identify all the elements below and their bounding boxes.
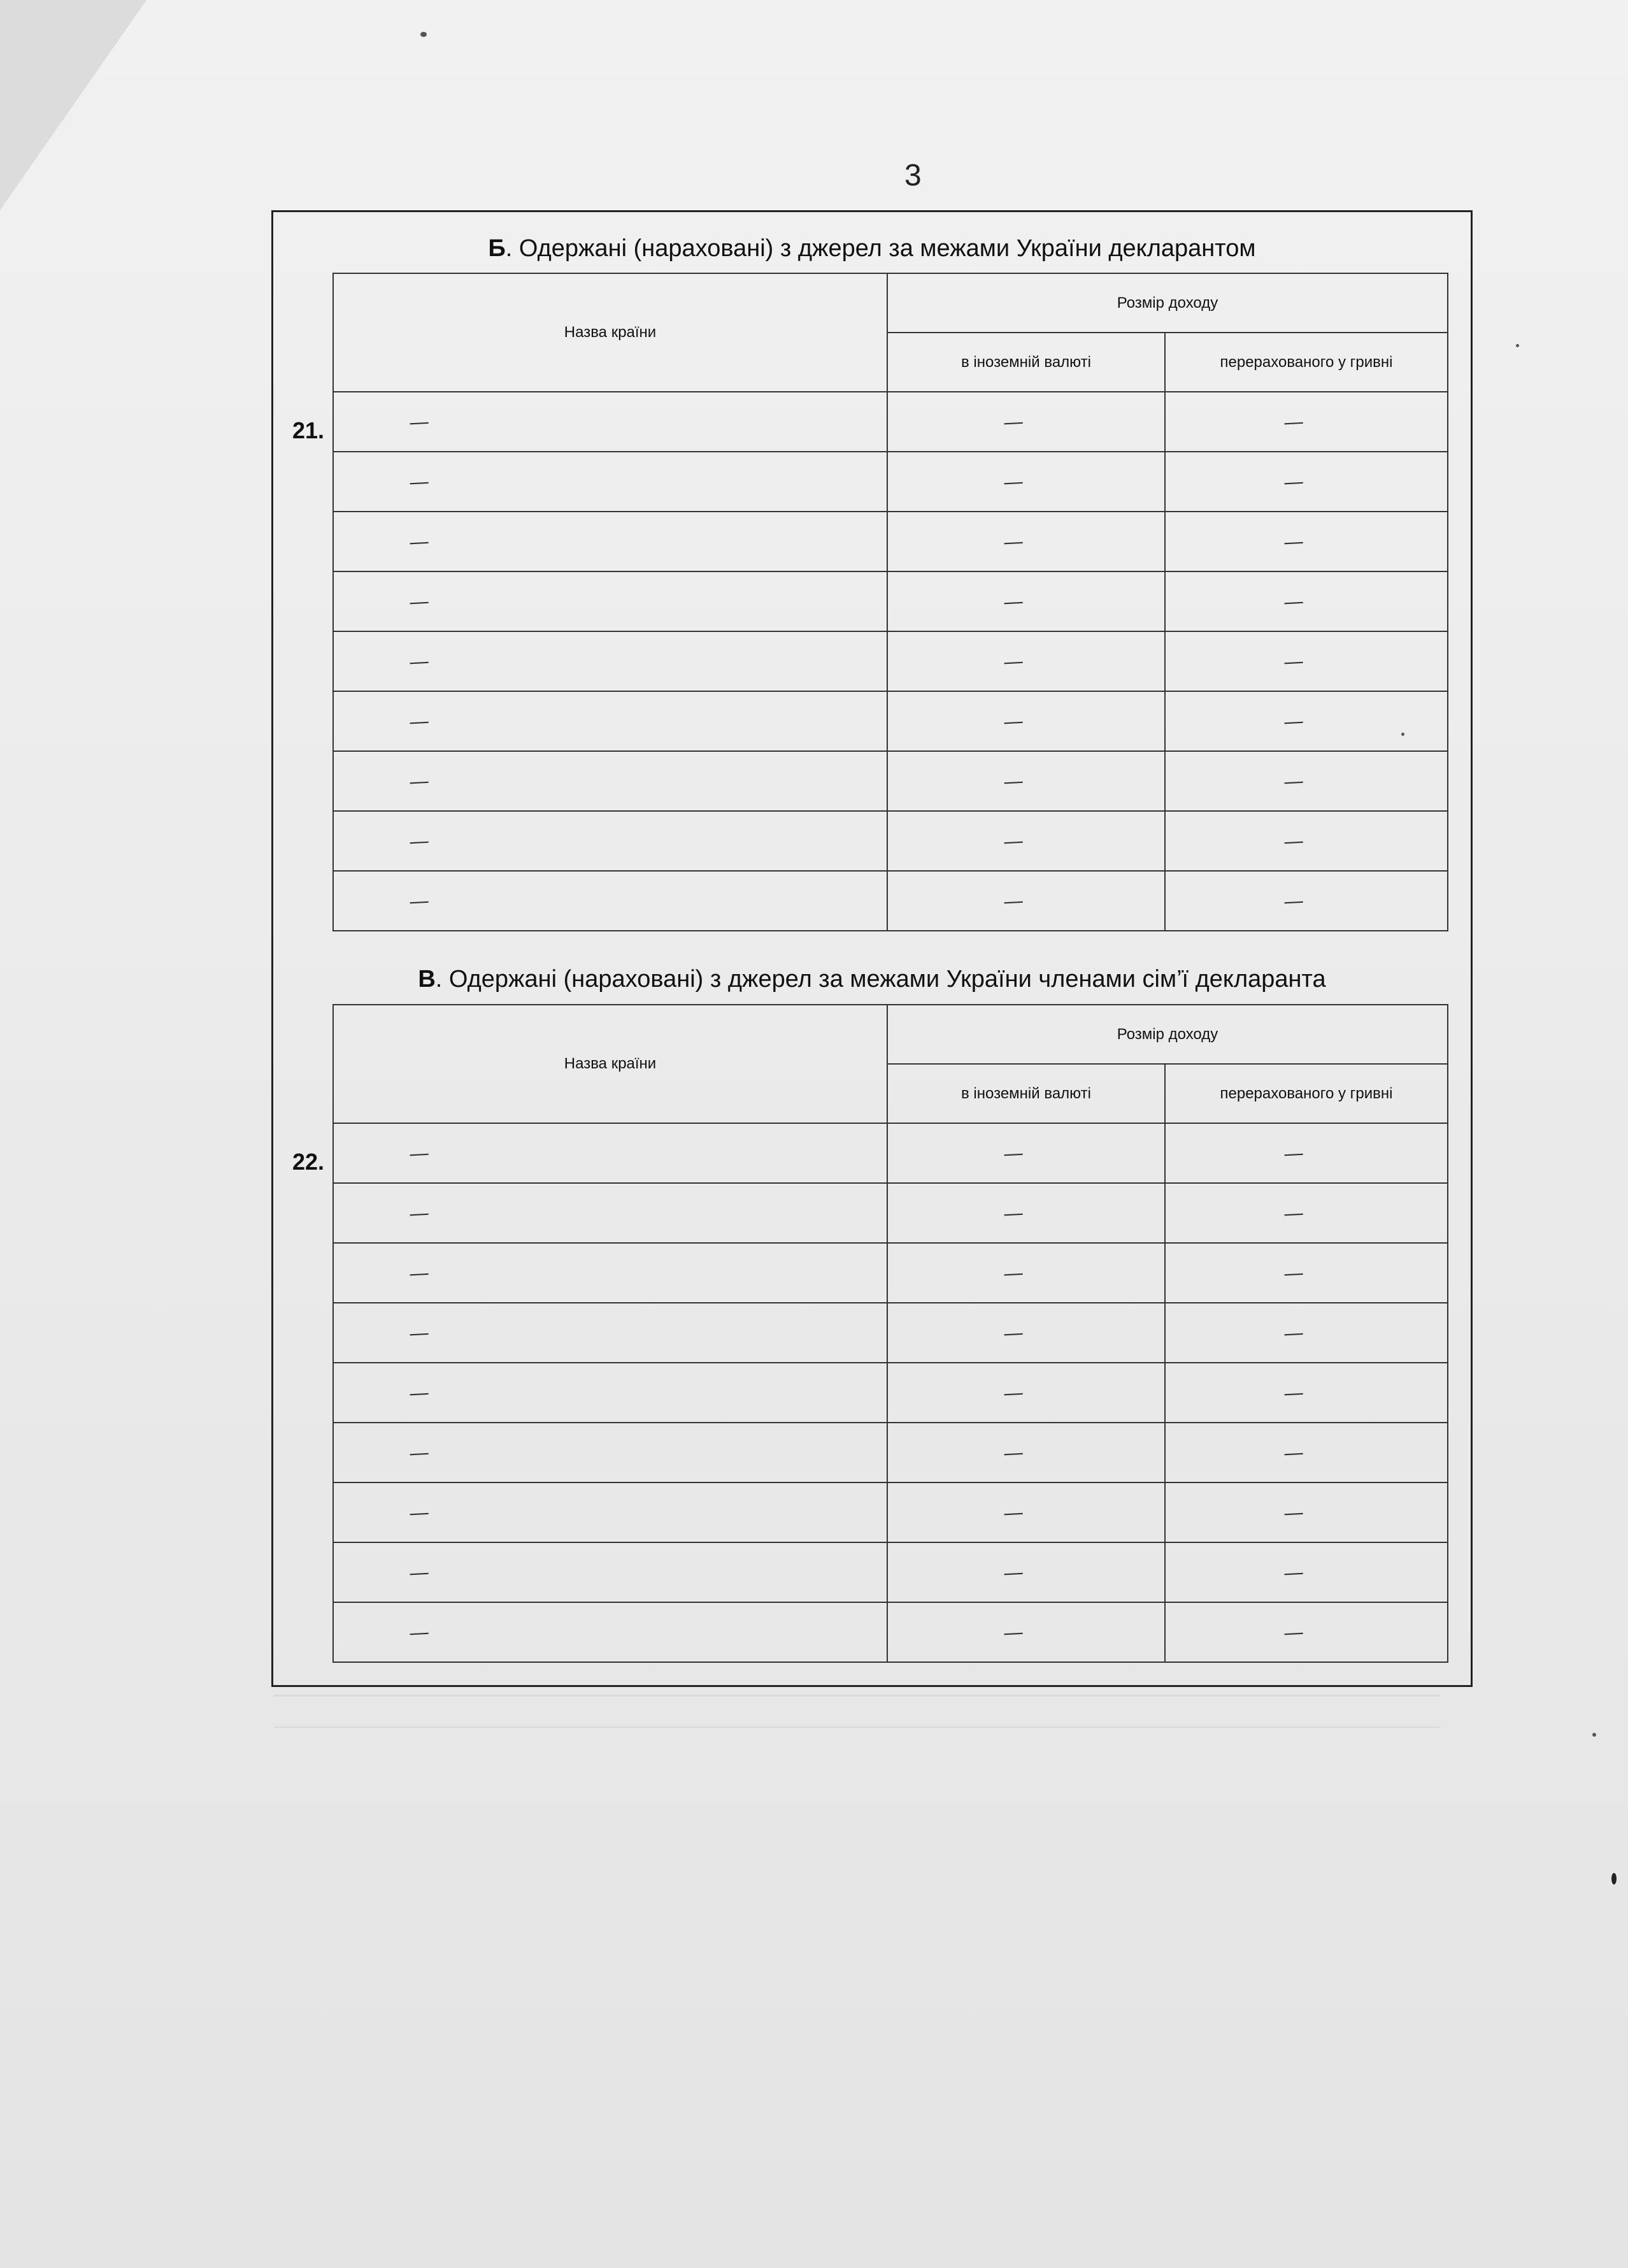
country-cell: —: [408, 529, 430, 554]
foreign-cell: —: [1003, 1320, 1024, 1346]
foreign-cell: —: [1003, 1260, 1024, 1286]
country-cell: —: [408, 1320, 430, 1346]
country-header: Назва країни: [333, 1005, 887, 1123]
scan-speck: [1401, 733, 1404, 736]
table-row: [333, 1482, 1448, 1542]
bleed-through-line: [274, 1726, 1439, 1728]
foreign-currency-header: в іноземній валюті: [887, 1064, 1165, 1123]
scan-speck: [1592, 1733, 1596, 1737]
table-row: [333, 691, 1448, 751]
country-cell: —: [408, 1500, 430, 1525]
foreign-cell: —: [1003, 469, 1024, 494]
foreign-cell: —: [1003, 1500, 1024, 1525]
uah-cell: —: [1283, 529, 1304, 554]
foreign-cell: —: [1003, 768, 1024, 794]
foreign-cell: —: [1003, 888, 1024, 914]
uah-cell: —: [1283, 828, 1304, 854]
foreign-cell: —: [1003, 1560, 1024, 1585]
country-cell: —: [408, 409, 430, 434]
uah-cell: —: [1283, 649, 1304, 674]
table-row: [333, 1602, 1448, 1662]
uah-cell: —: [1283, 1500, 1304, 1525]
table-row: [333, 1243, 1448, 1303]
section-b-title: [273, 235, 1471, 262]
country-cell: —: [408, 1260, 430, 1286]
section-v-title: [273, 966, 1471, 993]
country-cell: —: [408, 1380, 430, 1405]
table-row: [333, 631, 1448, 691]
section-v-title-text: . Одержані (нараховані) з джерел за межами України членами сім’ї декларанта: [435, 966, 1326, 993]
foreign-cell: —: [1003, 1619, 1024, 1645]
country-cell: —: [408, 649, 430, 674]
bleed-through-line: [274, 1695, 1439, 1697]
uah-cell: —: [1283, 589, 1304, 614]
uah-cell: —: [1283, 409, 1304, 434]
country-cell: —: [408, 708, 430, 734]
uah-cell: —: [1283, 1440, 1304, 1465]
uah-cell: —: [1283, 1260, 1304, 1286]
uah-cell: —: [1283, 888, 1304, 914]
uah-cell: —: [1283, 708, 1304, 734]
foreign-cell: —: [1003, 708, 1024, 734]
uah-cell: —: [1283, 469, 1304, 494]
foreign-cell: —: [1003, 529, 1024, 554]
country-header: Назва країни: [333, 273, 887, 392]
section-b-table: [332, 273, 1448, 931]
country-cell: —: [408, 469, 430, 494]
foreign-cell: —: [1003, 1440, 1024, 1465]
section-v-letter: В: [418, 966, 436, 993]
uah-header: перерахованого у гривні: [1165, 1064, 1448, 1123]
table-row: [333, 1303, 1448, 1363]
section-v-row-number: 22.: [292, 1149, 325, 1175]
table-row: [333, 751, 1448, 811]
uah-cell: —: [1283, 1320, 1304, 1346]
table-row: [333, 1423, 1448, 1482]
scan-speck: [420, 32, 427, 37]
table-row: [333, 392, 1448, 452]
foreign-currency-header: в іноземній валюті: [887, 333, 1165, 392]
section-v-table: [332, 1004, 1448, 1663]
uah-cell: —: [1283, 1560, 1304, 1585]
foreign-cell: —: [1003, 828, 1024, 854]
foreign-cell: —: [1003, 1200, 1024, 1226]
declaration-frame: [271, 210, 1473, 1687]
table-row: [333, 1542, 1448, 1602]
country-cell: —: [408, 1560, 430, 1585]
country-cell: —: [408, 1440, 430, 1465]
uah-cell: —: [1283, 1380, 1304, 1405]
table-row: [333, 571, 1448, 631]
income-size-header: Розмір доходу: [887, 1005, 1448, 1064]
folded-corner: [0, 0, 146, 210]
scan-speck: [1516, 344, 1519, 347]
country-cell: —: [408, 888, 430, 914]
country-cell: —: [408, 1619, 430, 1645]
table-row: [333, 1123, 1448, 1183]
foreign-cell: —: [1003, 409, 1024, 434]
table-row: [333, 811, 1448, 871]
foreign-cell: —: [1003, 649, 1024, 674]
table-row: [333, 871, 1448, 931]
section-b-row-number: 21.: [292, 417, 325, 443]
foreign-cell: —: [1003, 589, 1024, 614]
country-cell: —: [408, 1140, 430, 1166]
table-row: [333, 512, 1448, 571]
country-cell: —: [408, 589, 430, 614]
foreign-cell: —: [1003, 1140, 1024, 1166]
uah-cell: —: [1283, 1619, 1304, 1645]
country-cell: —: [408, 768, 430, 794]
section-b-letter: Б: [488, 235, 506, 262]
uah-cell: —: [1283, 1140, 1304, 1166]
table-row: [333, 1363, 1448, 1423]
uah-cell: —: [1283, 1200, 1304, 1226]
foreign-cell: —: [1003, 1380, 1024, 1405]
table-row: [333, 452, 1448, 512]
table-row: [333, 1183, 1448, 1243]
country-cell: —: [408, 1200, 430, 1226]
scan-speck: [1611, 1873, 1617, 1884]
uah-header: перерахованого у гривні: [1165, 333, 1448, 392]
page-number: 3: [904, 159, 922, 192]
income-size-header: Розмір доходу: [887, 273, 1448, 333]
uah-cell: —: [1283, 768, 1304, 794]
section-b-title-text: . Одержані (нараховані) з джерел за межами України декларантом: [505, 235, 1256, 262]
country-cell: —: [408, 828, 430, 854]
